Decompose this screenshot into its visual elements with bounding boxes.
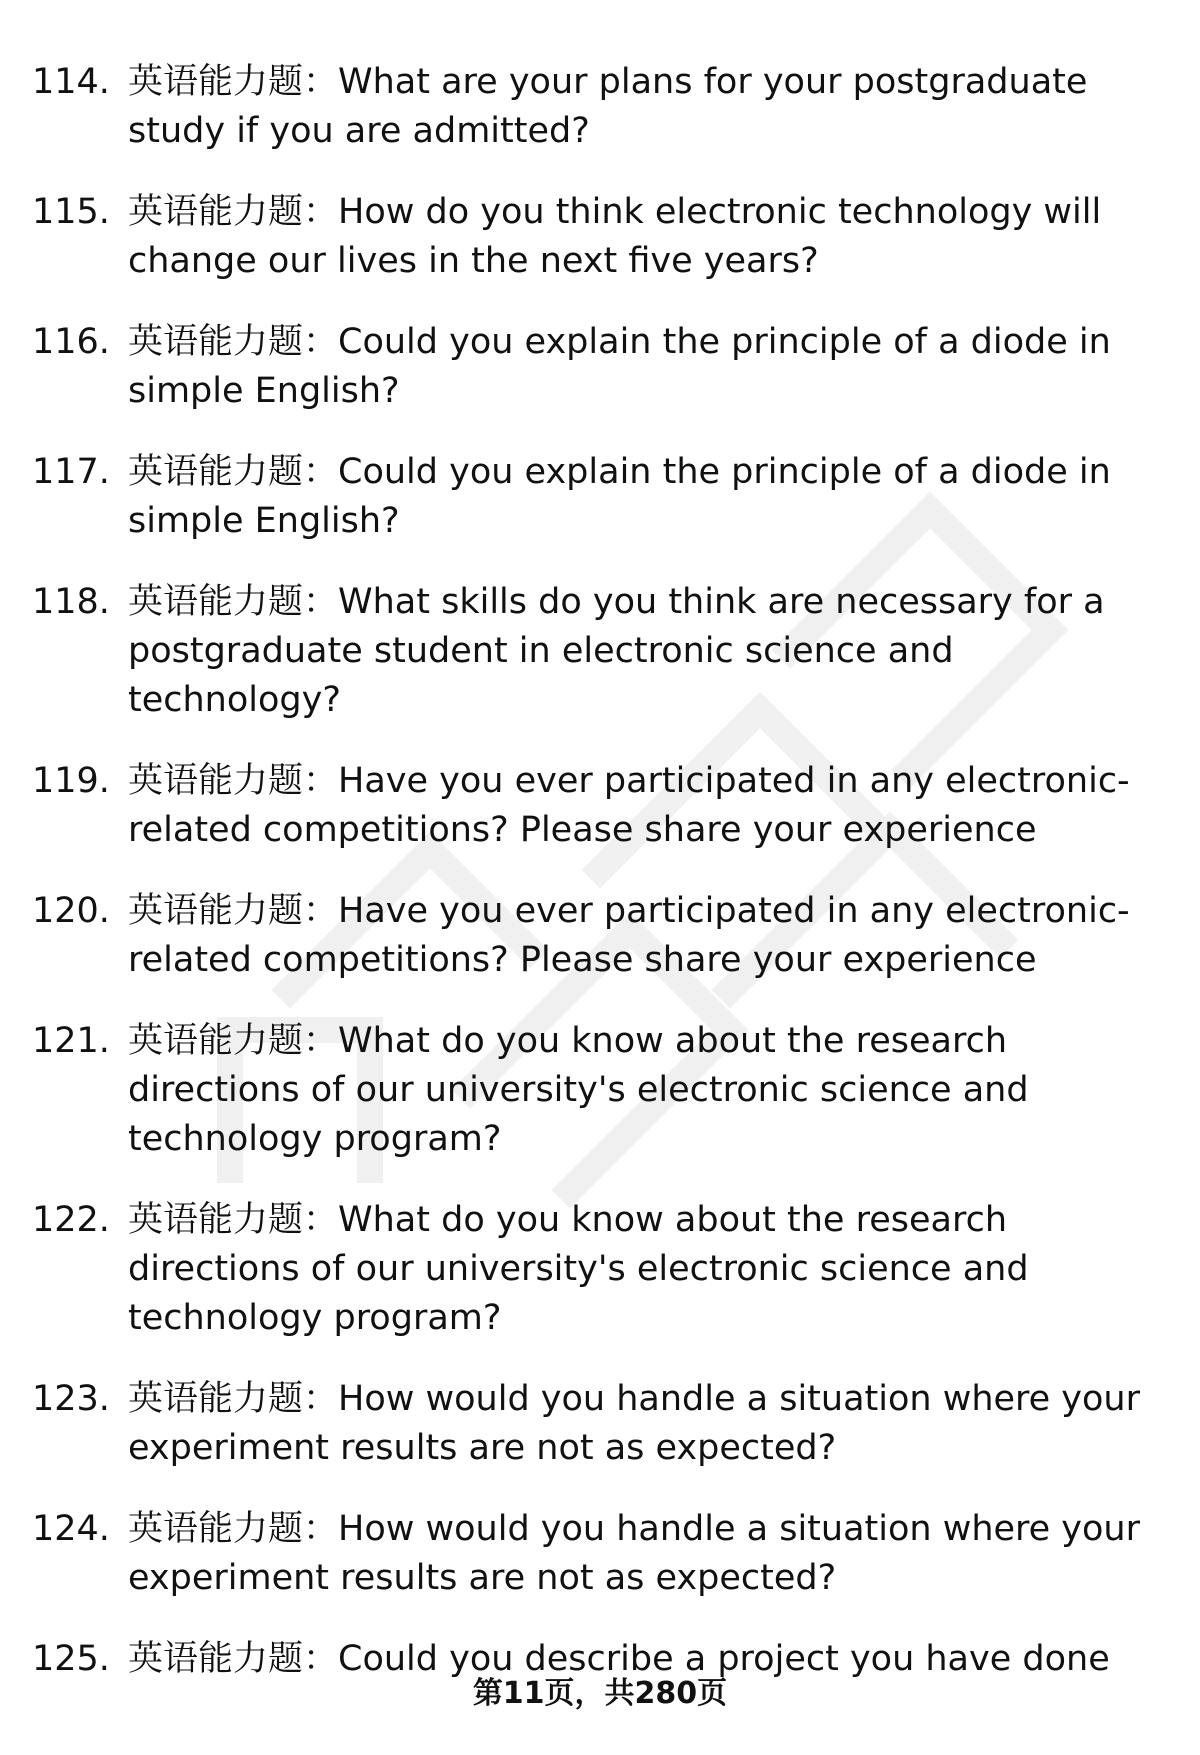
question-text: How would you handle a situation where your experiment results are not as expected? <box>128 1379 1141 1468</box>
question-number: 124. <box>32 1509 110 1549</box>
question-number: 117. <box>32 452 110 492</box>
question-text: Could you explain the principle of a diode in simple English? <box>128 322 1111 411</box>
question-text: What do you know about the research directions of our university's electronic science and technology program? <box>128 1021 1029 1159</box>
question-number: 116. <box>32 322 110 362</box>
question-body <box>128 1375 1158 1473</box>
question-category-tag: 英语能力题： <box>128 1200 339 1240</box>
question-item <box>32 1196 1172 1343</box>
question-text: How do you think electronic technology will change our lives in the next five years? <box>128 192 1102 281</box>
question-number: 114. <box>32 62 110 102</box>
question-body <box>128 578 1158 725</box>
question-item <box>32 887 1172 985</box>
question-body <box>128 1017 1158 1164</box>
question-category-tag: 英语能力题： <box>128 62 339 102</box>
question-item <box>32 318 1172 416</box>
question-number: 120. <box>32 891 110 931</box>
question-category-tag: 英语能力题： <box>128 452 339 492</box>
question-number: 123. <box>32 1379 110 1419</box>
question-body <box>128 448 1158 546</box>
question-category-tag: 英语能力题： <box>128 761 339 801</box>
question-number: 125. <box>32 1639 110 1679</box>
question-number: 121. <box>32 1021 110 1061</box>
question-category-tag: 英语能力题： <box>128 582 339 622</box>
question-text: Could you describe a project you have done <box>338 1639 1110 1679</box>
question-item <box>32 1375 1172 1473</box>
question-text: What do you know about the research directions of our university's electronic science and technology program? <box>128 1200 1029 1338</box>
question-category-tag: 英语能力题： <box>128 322 339 362</box>
question-body <box>128 1196 1158 1343</box>
question-body <box>128 1505 1158 1603</box>
question-text: What skills do you think are necessary for a postgraduate student in electronic science and technology? <box>128 582 1105 720</box>
question-number: 122. <box>32 1200 110 1240</box>
question-category-tag: 英语能力题： <box>128 1021 339 1061</box>
question-number: 119. <box>32 761 110 801</box>
question-item <box>32 757 1172 855</box>
question-number: 118. <box>32 582 110 622</box>
question-list <box>32 58 1172 1716</box>
question-body <box>128 887 1158 985</box>
question-body <box>128 318 1158 416</box>
question-text: Have you ever participated in any electronic-related competitions? Please share your experience <box>128 891 1130 980</box>
question-item <box>32 188 1172 286</box>
question-category-tag: 英语能力题： <box>128 1379 339 1419</box>
question-body <box>128 188 1158 286</box>
question-item <box>32 448 1172 546</box>
page-footer: 第11页，共280页 <box>472 1676 728 1711</box>
question-body <box>128 757 1158 855</box>
question-number: 115. <box>32 192 110 232</box>
question-body <box>128 58 1158 156</box>
question-category-tag: 英语能力题： <box>128 1639 339 1679</box>
question-text: What are your plans for your postgraduate study if you are admitted? <box>128 62 1088 151</box>
question-text: Could you explain the principle of a diode in simple English? <box>128 452 1111 541</box>
question-category-tag: 英语能力题： <box>128 1509 339 1549</box>
question-item <box>32 1017 1172 1164</box>
question-item <box>32 58 1172 156</box>
question-item <box>32 578 1172 725</box>
question-text: Have you ever participated in any electronic-related competitions? Please share your experience <box>128 761 1130 850</box>
question-text: How would you handle a situation where your experiment results are not as expected? <box>128 1509 1141 1598</box>
question-category-tag: 英语能力题： <box>128 192 339 232</box>
question-category-tag: 英语能力题： <box>128 891 339 931</box>
question-item <box>32 1505 1172 1603</box>
